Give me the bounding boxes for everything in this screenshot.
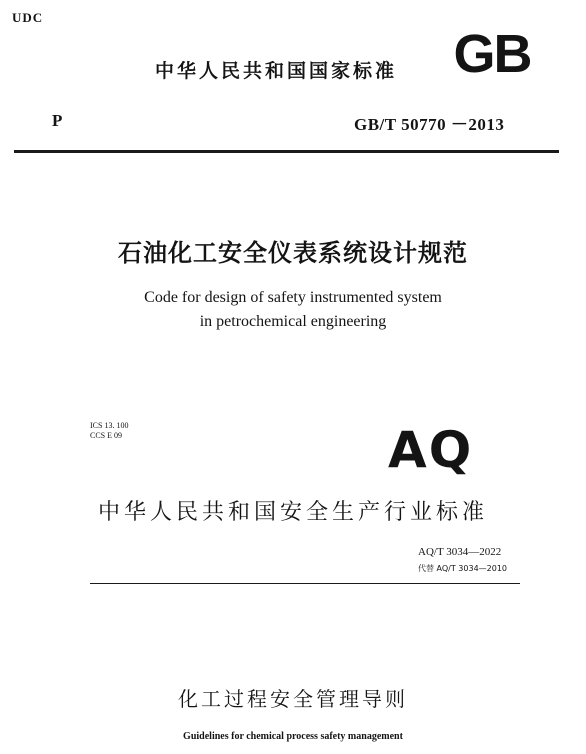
divider-middle [90, 583, 520, 584]
aq-title-english: Guidelines for chemical process safety management [183, 731, 403, 742]
divider-top [14, 150, 559, 153]
aq-title-chinese: 化工过程安全管理导则 [178, 687, 408, 711]
aq-replaces-note: 代替 AQ/T 3034—2010 [418, 564, 508, 573]
udc-label: UDC [12, 10, 44, 25]
aq-standard-code: AQ/T 3034—2022 [418, 546, 502, 558]
svg-text:GB: GB [453, 24, 531, 82]
gb-logo [440, 22, 544, 82]
aq-logo: AQ [388, 421, 474, 479]
national-standard-heading: 中华人民共和国国家标准 [155, 60, 398, 82]
ccs-code: CCS E 09 [90, 431, 123, 440]
gb-title-english-line2: in petrochemical engineering [199, 313, 387, 330]
gb-standard-code: GB/T 50770 －2013 [354, 115, 505, 134]
gb-title-chinese: 石油化工安全仪表系统设计规范 [118, 239, 468, 267]
gb-title-english-line1: Code for design of safety instrumented system [144, 289, 442, 306]
ics-code: ICS 13. 100 [90, 421, 129, 430]
category-label: P [52, 111, 63, 130]
industry-standard-heading: 中华人民共和国安全生产行业标准 [97, 500, 488, 525]
